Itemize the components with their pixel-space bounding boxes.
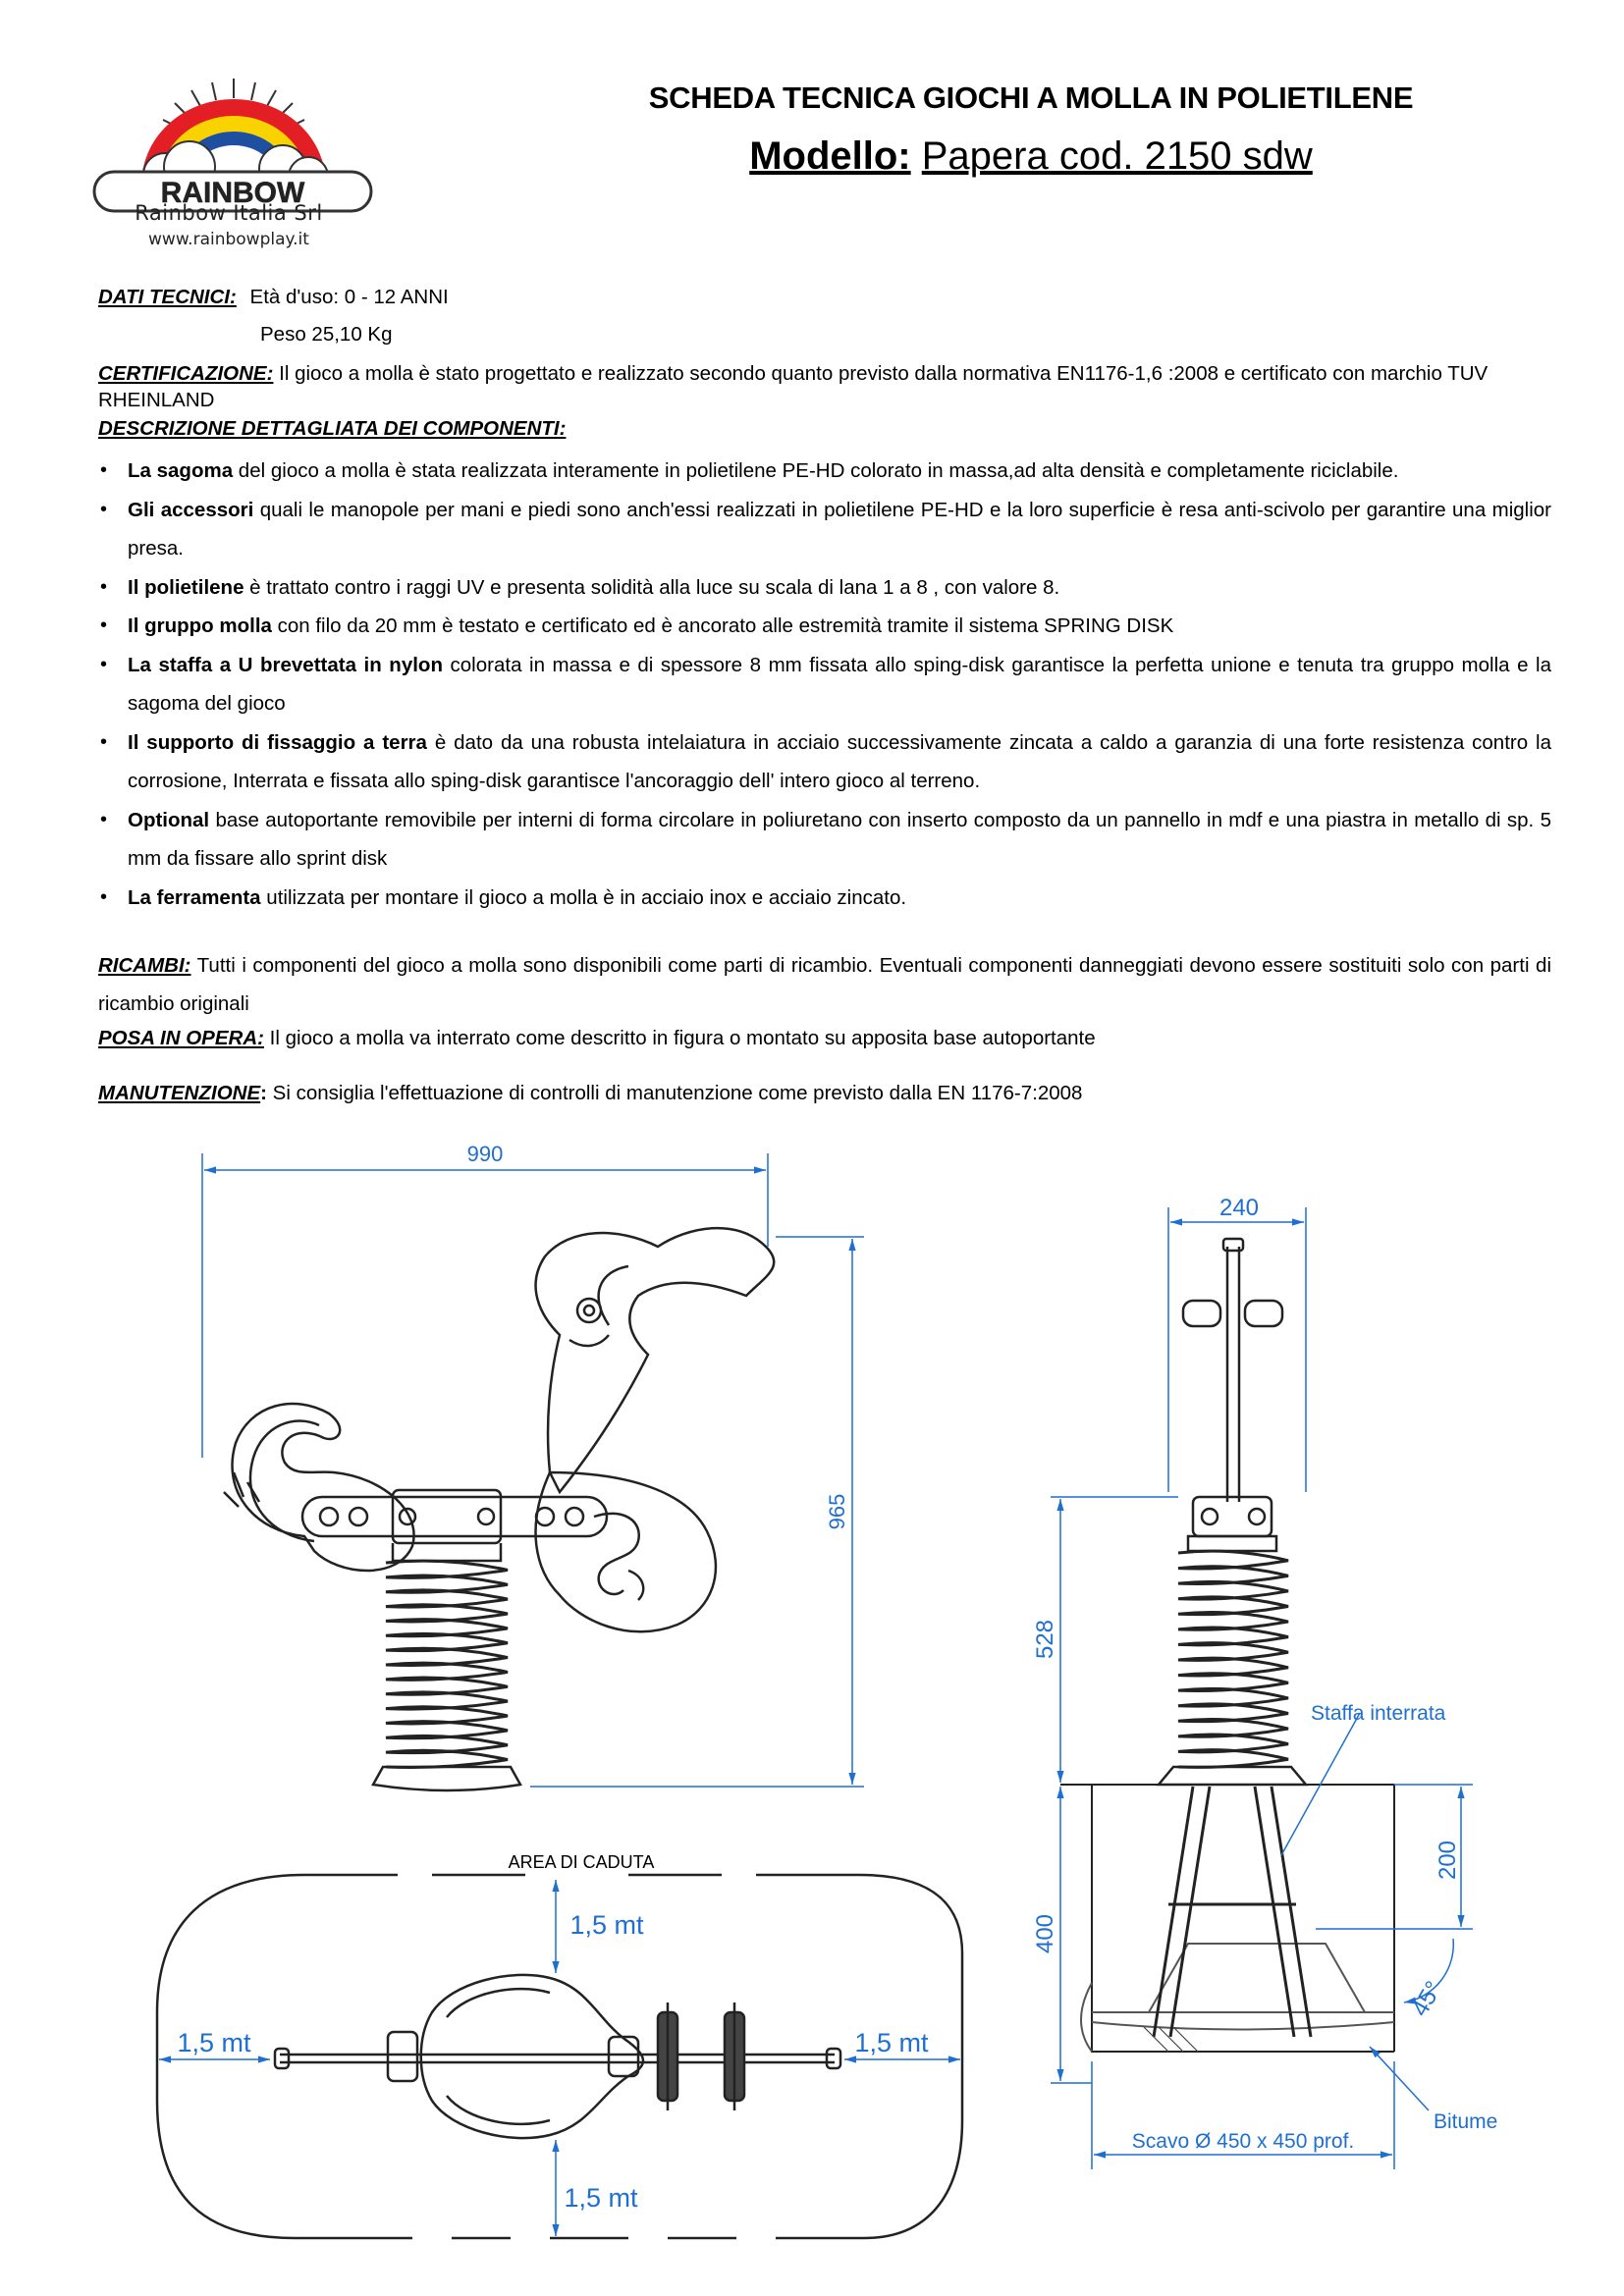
fall-distance-bottom: 1,5 mt	[564, 2183, 638, 2213]
dati-tecnici-heading: DATI TECNICI:	[98, 286, 237, 308]
model-value: Papera cod. 2150 sdw	[921, 134, 1313, 178]
front-view	[1159, 1239, 1306, 1785]
model-line	[491, 134, 1571, 179]
fall-area-top-view	[275, 1975, 840, 2138]
manutenzione-text: Si consiglia l'effettuazione di controlli di manutenzione come previsto dalla EN 1176-7:2008	[266, 1082, 1083, 1104]
fall-distance-left: 1,5 mt	[177, 2028, 251, 2057]
document-title: SCHEDA TECNICA GIOCHI A MOLLA IN POLIETILENE	[648, 80, 1414, 115]
list-item: • Il gruppo molla con filo da 20 mm è testato e certificato ed è ancorato alle estremità tramite il sistema SPRING DISK	[98, 607, 1551, 646]
certificazione-heading: CERTIFICAZIONE:	[98, 362, 274, 385]
side-view	[224, 1228, 774, 1790]
ricambi-text: Tutti i componenti del gioco a molla sono disponibili come parti di ricambio. Eventuali componenti danneggiati devono essere sostituiti solo con parti di ricambio originali	[98, 954, 1551, 1015]
ricambi-heading: RICAMBI:	[98, 954, 191, 977]
eta-uso: Età d'uso: 0 - 12 ANNI	[249, 286, 449, 308]
descrizione-heading: DESCRIZIONE DETTAGLIATA DEI COMPONENTI:	[98, 417, 567, 440]
technical-drawing	[0, 1119, 1624, 2296]
list-item: • La sagoma del gioco a molla è stata realizzata interamente in polietilene PE-HD colorato in massa,ad alta densità e completamente riciclabile.	[98, 452, 1551, 491]
dim-angle: 45°	[1406, 1976, 1448, 2021]
list-item: • La ferramenta utilizzata per montare il gioco a molla è in acciaio inox e acciaio zincato.	[98, 879, 1551, 918]
area-caduta-label: AREA DI CADUTA	[508, 1852, 655, 1872]
certificazione-text: Il gioco a molla è stato progettato e realizzato secondo quanto previsto dalla normativa EN1176-1,6 :2008 e certificato con marchio TUV RHEINLAND	[98, 362, 1489, 411]
logo-brand: RAINBOW	[160, 177, 305, 209]
dim-foundation-depth: 400	[1032, 1913, 1058, 1954]
posa-in-opera	[98, 1025, 1551, 1051]
peso: Peso 25,10 Kg	[260, 323, 393, 346]
list-item: • Optional base autoportante removibile per interni di forma circolare in poliuretano con inserto composto da un pannello in mdf e una piastra in metallo di sp. 5 mm da fissare allo sprint disk	[98, 801, 1551, 879]
dim-side-height: 965	[825, 1493, 849, 1530]
manutenzione-heading: MANUTENZIONE	[98, 1082, 261, 1104]
ricambi	[98, 946, 1551, 1023]
list-item: • Gli accessori quali le manopole per mani e piedi sono anch'essi realizzati in polietilene PE-HD e la loro superficie è resa anti-scivolo per garantire una miglior presa.	[98, 491, 1551, 568]
label-scavo: Scavo Ø 450 x 450 prof.	[1131, 2130, 1355, 2153]
dim-side-width: 990	[466, 1142, 504, 1166]
side-dimensions	[202, 1153, 864, 1787]
posa-text: Il gioco a molla va interrato come descritto in figura o montato su apposita base autoportante	[263, 1027, 1096, 1049]
company-website: www.rainbowplay.it	[148, 230, 309, 249]
dim-frame-depth: 200	[1435, 1840, 1461, 1881]
manutenzione-colon: :	[260, 1082, 267, 1104]
component-list	[98, 452, 1551, 917]
ground-frame	[1154, 1787, 1311, 2037]
label-staffa: Staffa interrata	[1311, 1702, 1446, 1725]
dati-tecnici	[98, 284, 449, 310]
foundation	[1060, 1785, 1394, 2052]
model-label: Modello:	[749, 134, 911, 178]
dim-front-width: 240	[1218, 1195, 1260, 1221]
fall-distance-right: 1,5 mt	[854, 2028, 929, 2057]
list-item: • La staffa a U brevettata in nylon colorata in massa e di spessore 8 mm fissata allo sping-disk garantisce la perfetta unione e tenuta tra gruppo molla e la sagoma del gioco	[98, 646, 1551, 723]
fall-distance-top: 1,5 mt	[569, 1910, 644, 1940]
dim-spring-height: 528	[1032, 1619, 1058, 1660]
label-bitume: Bitume	[1434, 2110, 1498, 2133]
posa-heading: POSA IN OPERA:	[98, 1027, 264, 1049]
manutenzione	[98, 1080, 1551, 1106]
company-name: Rainbow Italia Srl	[135, 201, 323, 225]
certificazione	[98, 360, 1551, 413]
list-item: • Il supporto di fissaggio a terra è dato da una robusta intelaiatura in acciaio successivamente zincata a caldo a garanzia di una forte resistenza contro la corrosione, Interrata e fissata allo sping-disk garantisce l'ancoraggio dell' intero gioco al terreno.	[98, 723, 1551, 801]
list-item: • Il polietilene è trattato contro i raggi UV e presenta solidità alla luce su scala di lana 1 a 8 , con valore 8.	[98, 568, 1551, 608]
